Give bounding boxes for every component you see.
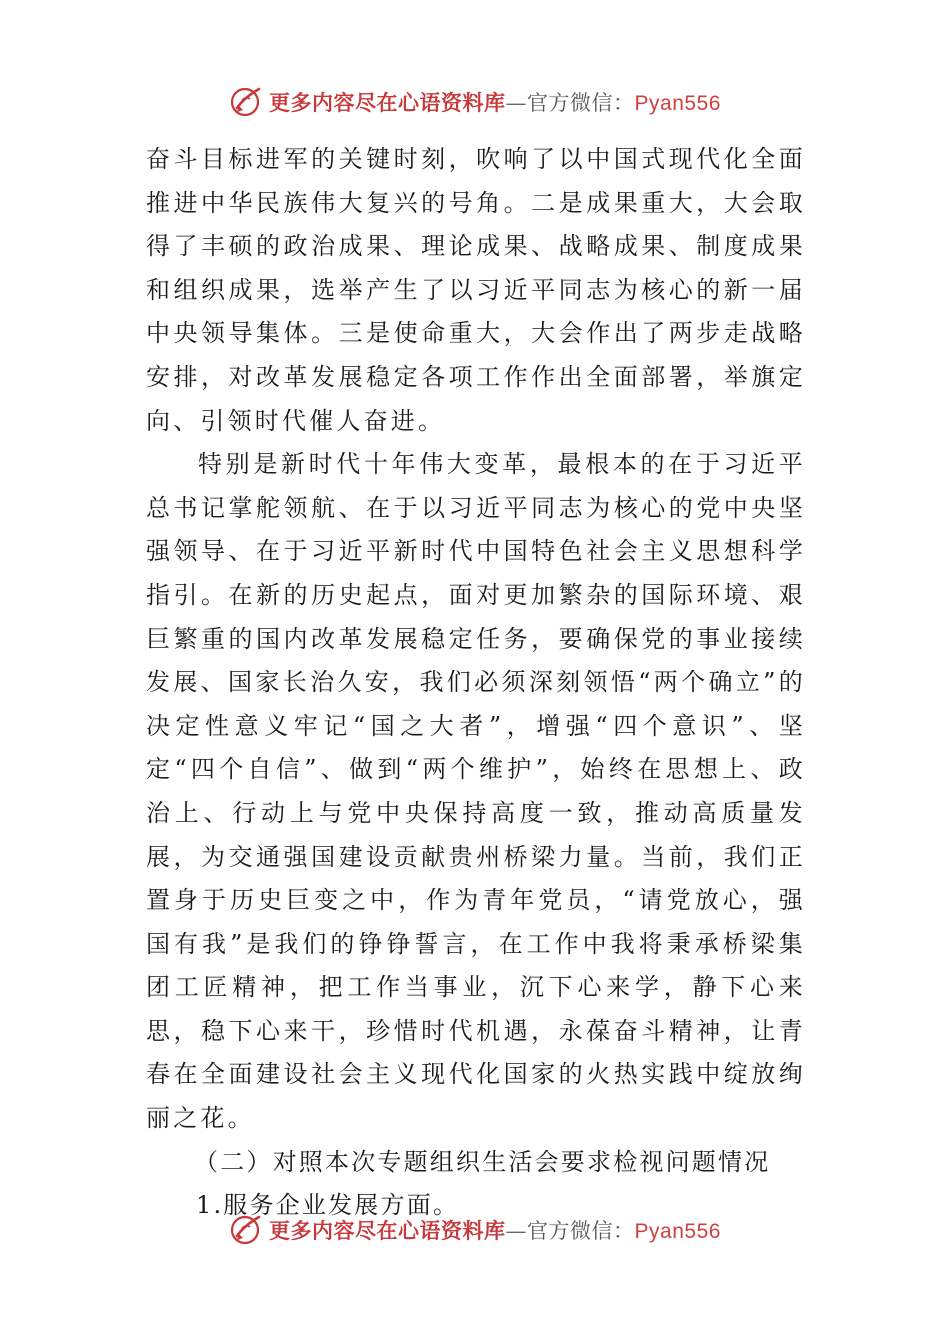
banner-dash: — — [505, 1219, 528, 1243]
banner-gray-text: 官方微信： — [527, 91, 635, 115]
banner-gray-text: 官方微信： — [527, 1219, 635, 1243]
banner-text — [269, 1215, 721, 1245]
footer-banner — [0, 1210, 950, 1250]
document-body — [146, 138, 806, 1228]
banner-brand: Pyan556 — [634, 92, 721, 115]
banner-inner — [229, 84, 721, 120]
header-banner — [0, 82, 950, 122]
banner-red-text: 更多内容尽在心语资料库 — [269, 1218, 506, 1243]
banner-dash: — — [505, 91, 528, 115]
pen-circle-logo-icon — [229, 84, 265, 120]
banner-red-text: 更多内容尽在心语资料库 — [269, 90, 506, 115]
pen-circle-logo-icon — [229, 1212, 265, 1248]
item-heading: 1.服务企业发展方面。 — [196, 1191, 460, 1220]
banner-text — [269, 87, 721, 117]
banner-brand: Pyan556 — [634, 1220, 721, 1243]
banner-inner — [229, 1212, 721, 1248]
section-subheading: （二）对照本次专题组织生活会要求检视问题情况 — [194, 1147, 771, 1176]
paragraph-2: 特别是新时代十年伟大变革，最根本的在于习近平总书记掌舵领航、在于以习近平同志为核心的党中央坚强领导、在于习近平新时代中国特色社会主义思想科学指引。在新的历史起点，面对更加繁杂的国际环境、艰巨繁重的国内改革发展稳定任务，要确保党的事业接续发展、国家长治久安，我们必须深刻领悟“两个确立”的决定性意义牢记“国之大者”，增强“四个意识”、坚定“四个自信”、做到“两个维护”，始终在思想上、政治上、行动上与党中央保持高度一致，推动高质量发展，为交通强国建设贡献贵州桥梁力量。当前，我们正置身于历史巨变之中，作为青年党员，“请党放心，强国有我”是我们的铮铮誓言，在工作中我将秉承桥梁集团工匠精神，把工作当事业，沉下心来学，静下心来思，稳下心来干，珍惜时代机遇，永葆奋斗精神，让青春在全面建设社会主义现代化国家的火热实践中绽放绚丽之花。 — [146, 450, 806, 1133]
paragraph-1: 奋斗目标进军的关键时刻，吹响了以中国式现代化全面推进中华民族伟大复兴的号角。二是成果重大，大会取得了丰硕的政治成果、理论成果、战略成果、制度成果和组织成果，选举产生了以习近平同志为核心的新一届中央领导集体。三是使命重大，大会作出了两步走战略安排，对改革发展稳定各项工作作出全面部署，举旗定向、引领时代催人奋进。 — [146, 145, 806, 435]
